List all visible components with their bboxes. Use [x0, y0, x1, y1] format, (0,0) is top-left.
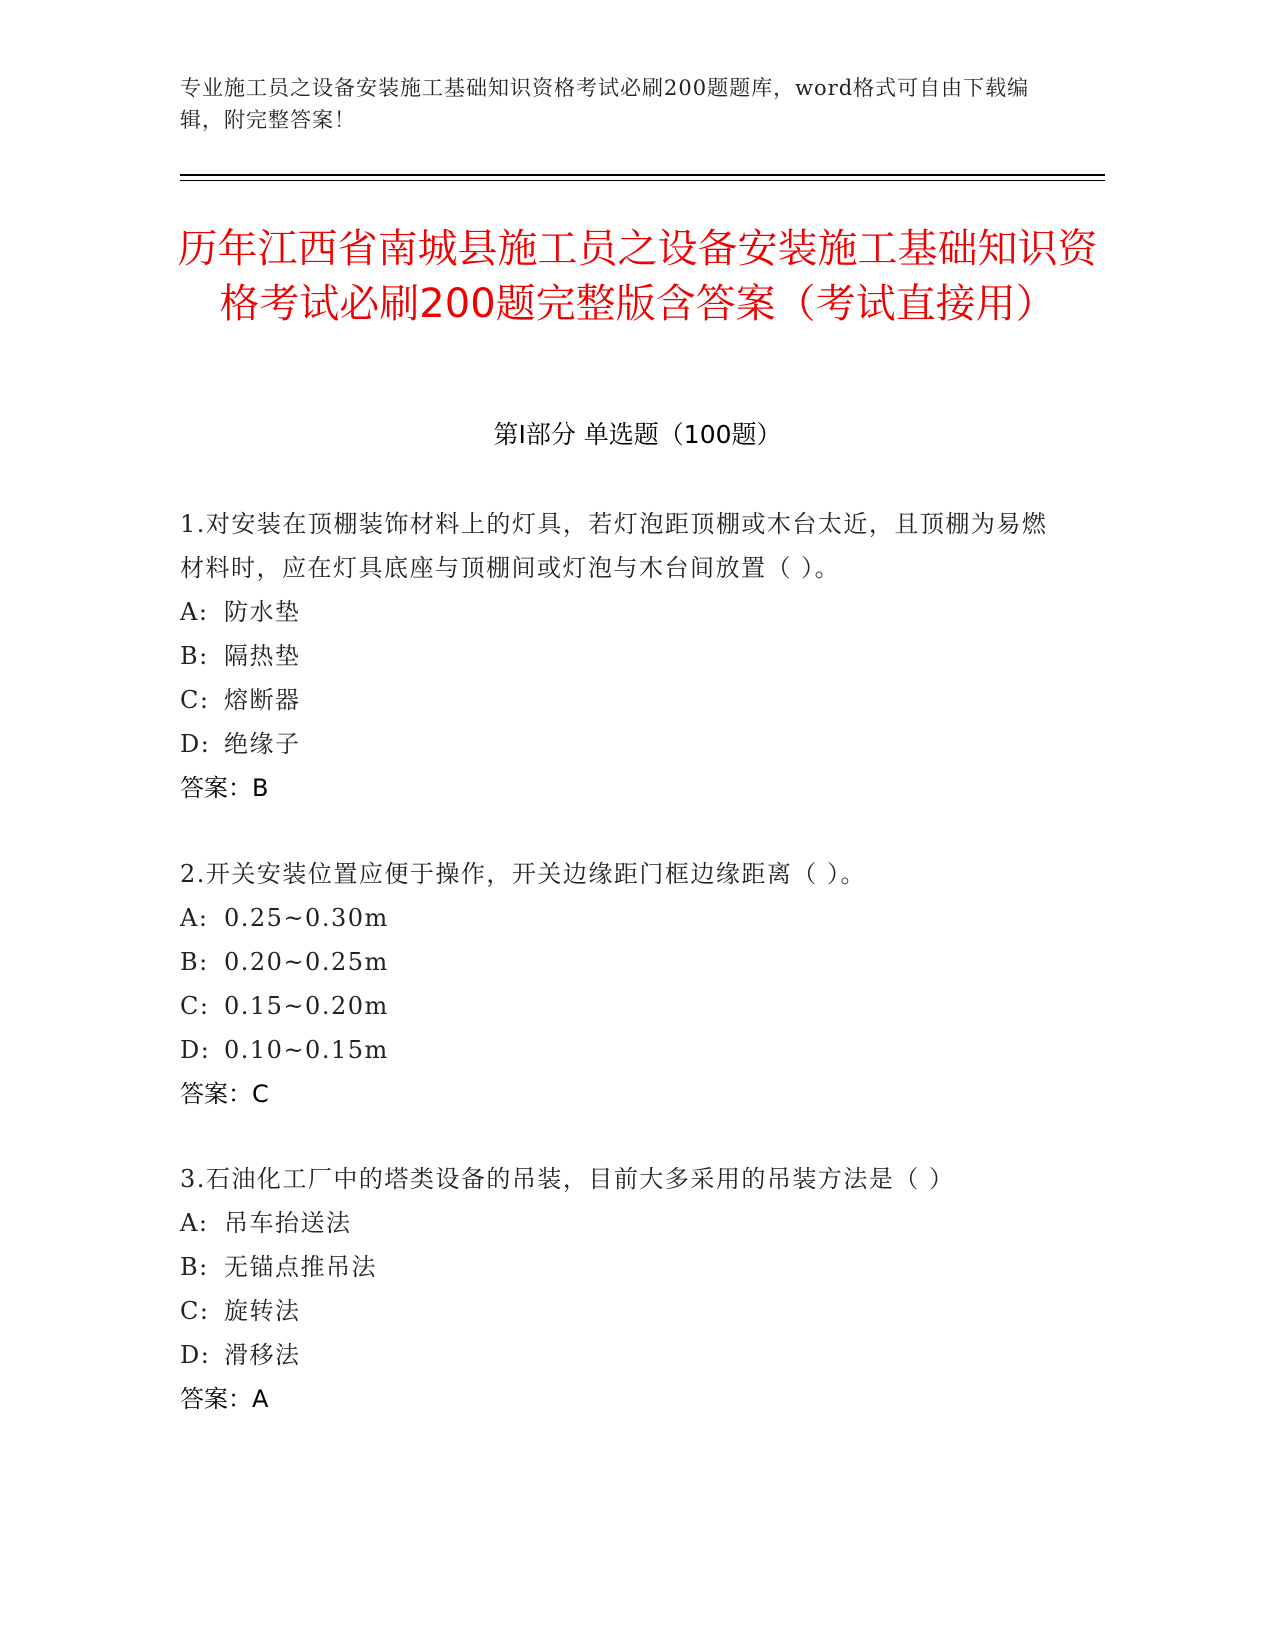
option-text: 0.25~0.30m	[224, 904, 389, 932]
option-c	[180, 984, 1060, 1028]
option-text: 防水垫	[224, 598, 301, 626]
answer-line: 答案：A	[180, 1385, 269, 1413]
question-item	[180, 502, 1060, 810]
option-key: A:	[180, 598, 209, 626]
answer-line: 答案：C	[180, 1080, 269, 1108]
option-b	[180, 634, 1060, 678]
option-d	[180, 1028, 1060, 1072]
question-item	[180, 1157, 1060, 1421]
option-text: 绝缘子	[224, 730, 301, 758]
option-text: 无锚点推吊法	[224, 1253, 377, 1281]
option-c	[180, 1289, 1060, 1333]
option-text: 0.20~0.25m	[224, 948, 389, 976]
option-b	[180, 1245, 1060, 1289]
option-text: 滑移法	[224, 1341, 301, 1369]
question-stem: 3.石油化工厂中的塔类设备的吊装，目前大多采用的吊装方法是（ ）	[180, 1165, 955, 1193]
option-b	[180, 940, 1060, 984]
header-divider-thin	[180, 180, 1105, 181]
option-d	[180, 722, 1060, 766]
option-key: A:	[180, 904, 209, 932]
option-text: 熔断器	[224, 686, 301, 714]
option-key: A:	[180, 1209, 209, 1237]
option-key: B:	[180, 1253, 209, 1281]
document-title: 历年江西省南城县施工员之设备安装施工基础知识资格考试必刷200题完整版含答案（考试直接用）	[177, 226, 1098, 327]
option-text: 吊车抬送法	[224, 1209, 352, 1237]
header-note: 专业施工员之设备安装施工基础知识资格考试必刷200题题库，word格式可自由下载编辑，附完整答案！	[180, 76, 1030, 132]
option-key: D:	[180, 1341, 211, 1369]
header-divider-thick	[180, 174, 1105, 176]
option-key: B:	[180, 948, 209, 976]
question-item	[180, 852, 1060, 1116]
answer-line: 答案：B	[180, 774, 269, 802]
option-key: C:	[180, 1297, 210, 1325]
option-a	[180, 896, 1060, 940]
option-text: 0.10~0.15m	[224, 1036, 389, 1064]
option-c	[180, 678, 1060, 722]
option-a	[180, 1201, 1060, 1245]
option-text: 隔热垫	[224, 642, 301, 670]
option-text: 0.15~0.20m	[224, 992, 389, 1020]
option-d	[180, 1333, 1060, 1377]
option-text: 旋转法	[224, 1297, 301, 1325]
option-key: B:	[180, 642, 209, 670]
option-key: D:	[180, 1036, 211, 1064]
option-key: C:	[180, 992, 210, 1020]
question-stem: 2.开关安装位置应便于操作，开关边缘距门框边缘距离（ ）。	[180, 860, 867, 888]
section-heading: 第Ⅰ部分 单选题（100题）	[493, 420, 782, 449]
option-key: D:	[180, 730, 211, 758]
question-stem: 1.对安装在顶棚装饰材料上的灯具，若灯泡距顶棚或木台太近，且顶棚为易燃材料时，应在灯具底座与顶棚间或灯泡与木台间放置（ ）。	[180, 510, 1048, 582]
option-a	[180, 590, 1060, 634]
option-key: C:	[180, 686, 210, 714]
